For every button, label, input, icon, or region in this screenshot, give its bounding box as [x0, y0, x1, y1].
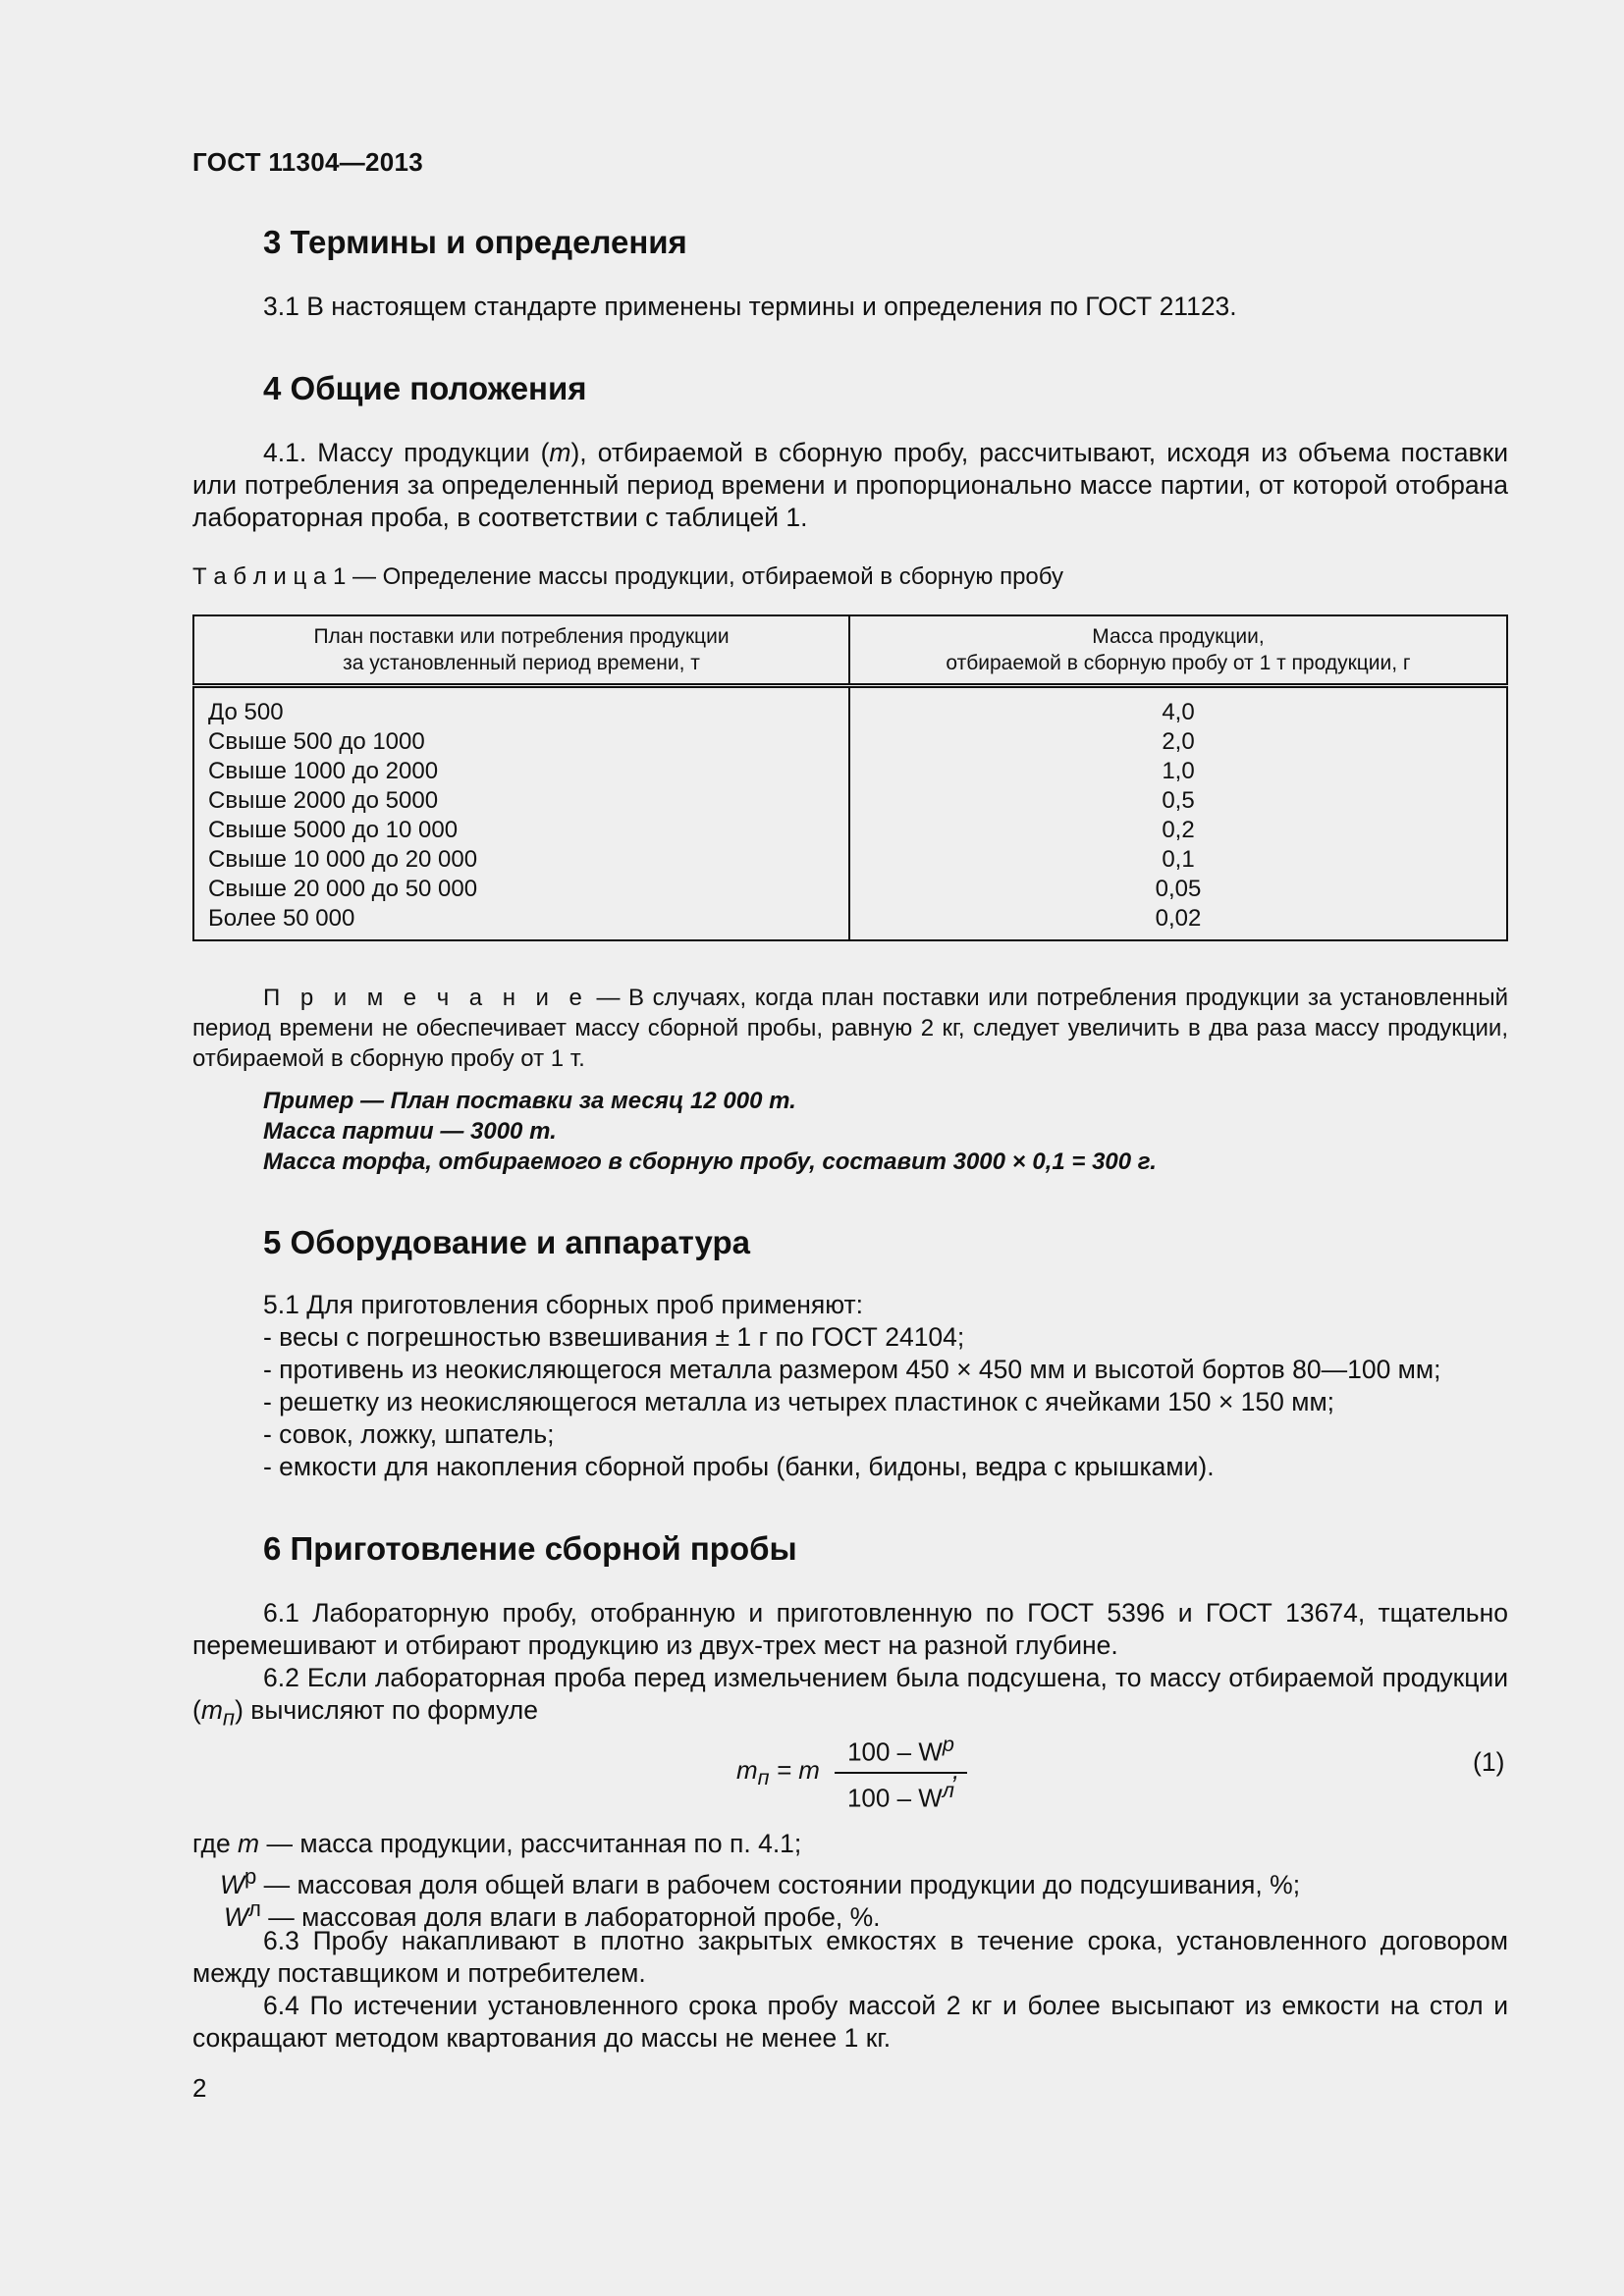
paragraph-3-1: 3.1 В настоящем стандарте применены термины и определения по ГОСТ 21123.	[263, 292, 1237, 321]
list-item: - противень из неокисляющегося металла размером 450 × 450 мм и высотой бортов 80—100 мм;	[263, 1355, 1441, 1384]
cell-plan: Свыше 2000 до 5000	[193, 786, 849, 816]
example-line-3: Масса торфа, отбираемого в сборную пробу, составит 3000 × 0,1 = 300 г.	[263, 1148, 1157, 1175]
paragraph-6-1: 6.1 Лабораторную пробу, отобранную и приготовленную по ГОСТ 5396 и ГОСТ 13674, тщательно перемешивают и отбирают продукцию из двух-трех мест на разной глубине.	[192, 1598, 1508, 1660]
table-note: П р и м е ч а н и е — В случаях, когда план поставки или потребления продукции за установленный период времени не обеспечивает массу сборной пробы, равную 2 кг, следует увеличить в два раза массу продукции, отбираемой в сборную пробу от 1 т.	[192, 985, 1508, 1072]
cell-mass: 0,02	[849, 904, 1507, 940]
table-row	[193, 727, 1507, 757]
list-item: - совок, ложку, шпатель;	[263, 1419, 555, 1449]
document-page: ГОСТ 11304—2013 3 Термины и определения 3.1 В настоящем стандарте применены термины и определения по ГОСТ 21123. 4 Общие положения 4.1. Массу продукции (m), отбираемой в сборную пробу, рассчитывают, исходя из объема поставки или потребления за определенный период времени и пропорционально массе партии, от которой отобрана лабораторная проба, в соответствии с таблицей 1. Т а б л и ц а 1 — Определение массы продукции, отбираемой в сборную пробу План поставки или потребления продукции за установленный период времени, т Масса продукции, отбираемой в сборную пробу от 1 т продукции, г До 500 4,0 Свыше 500 до 1000 2,0 Свыше 1000 до 2000 1,0 Свыше 2000 до 5000 0,5 Свыше 5000 до 10 000 0,2 Свыше 10 000 до 20 000 0,1 Свыше 20 000 до 50 000 0,05 Более 50 000 0,02 П р и м е ч а н и е — В случаях, когда план поставки или потребления продукции за установленный период времени не обеспечивает массу сборной пробы, равную 2 кг, следует увеличить в два раза массу продукции, отбираемой в сборную пробу от 1 т. Пример — План поставки за месяц 12 000 т. Масса партии — 3000 т. Масса торфа, отбираемого в сборную пробу, составит 3000 × 0,1 = 300 г. 5 Оборудование и аппаратура 5.1 Для приготовления сборных проб применяют: - весы с погрешностью взвешивания ± 1 г по ГОСТ 24104; - противень из неокисляющегося металла размером 450 × 450 мм и высотой бортов 80—100 мм; - решетку из неокисляющегося металла из четырех пластинок с ячейками 150 × 150 мм; - совок, ложку, шпатель; - емкости для накопления сборной пробы (банки, бидоны, ведра с крышками). 6 Приготовление сборной пробы 6.1 Лабораторную пробу, отобранную и приготовленную по ГОСТ 5396 и ГОСТ 13674, тщательно перемешивают и отбирают продукцию из двух-трех мест на разной глубине. 6.2 Если лабораторная проба перед измельчением была подсушена, то массу отбираемой продукции $(m_п)$ вычисляют по формуле $m_п = m$ $100 - W^р$ $100 - W^л$ , (1) где m — масса продукции, рассчитанная по п. 4.1; $W^р$ — массовая доля общей влаги в рабочем состоянии продукции до подсушивания, %; $W^л$ — массовая доля влаги в лабораторной пробе, %. 6.3 Пробу накапливают в плотно закрытых емкостях в течение срока, установленного договором между поставщиком и потребителем. 6.4 По истечении установленного срока пробу массой 2 кг и более высыпают из емкости на стол и сокращают методом квартования до массы не менее 1 кг. 2	[192, 147, 1508, 2103]
cell-plan: Свыше 1000 до 2000	[193, 757, 849, 786]
paragraph-6-3: 6.3 Пробу накапливают в плотно закрытых емкостях в течение срока, установленного договором между поставщиком и потребителем.	[192, 1926, 1508, 1988]
table-header-mass: Масса продукции, отбираемой в сборную пробу от 1 т продукции, г	[849, 615, 1507, 686]
cell-plan: Свыше 10 000 до 20 000	[193, 845, 849, 875]
table-1	[192, 614, 1508, 941]
cell-mass: 0,1	[849, 845, 1507, 875]
where-m: где m — масса продукции, рассчитанная по п. 4.1;	[192, 1829, 802, 1858]
table-row	[193, 875, 1507, 904]
where-wl: $W^л$ — массовая доля влаги в лабораторной пробе, %.	[224, 1896, 881, 1932]
cell-plan: Более 50 000	[193, 904, 849, 940]
cell-mass: 2,0	[849, 727, 1507, 757]
list-item: - емкости для накопления сборной пробы (банки, бидоны, ведра с крышками).	[263, 1452, 1215, 1481]
page-number: 2	[192, 2073, 207, 2103]
table-caption: Т а б л и ц а 1 — Определение массы продукции, отбираемой в сборную пробу	[192, 563, 1063, 590]
cell-mass: 1,0	[849, 757, 1507, 786]
table-row	[193, 757, 1507, 786]
list-item: - весы с погрешностью взвешивания ± 1 г по ГОСТ 24104;	[263, 1322, 965, 1352]
table-row	[193, 845, 1507, 875]
list-intro: 5.1 Для приготовления сборных проб применяют:	[263, 1290, 864, 1319]
table-row	[193, 816, 1507, 845]
example-line-2: Масса партии — 3000 т.	[263, 1118, 557, 1145]
where-wp: $W^р$ — массовая доля общей влаги в рабочем состоянии продукции до подсушивания, %;	[220, 1864, 1301, 1899]
cell-plan: Свыше 500 до 1000	[193, 727, 849, 757]
cell-plan: Свыше 20 000 до 50 000	[193, 875, 849, 904]
document-header: ГОСТ 11304—2013	[192, 147, 424, 177]
equipment-list	[263, 1289, 1440, 1483]
section-5-title: 5 Оборудование и аппаратура	[263, 1224, 750, 1260]
section-6-title: 6 Приготовление сборной пробы	[263, 1530, 797, 1567]
table-header-plan: План поставки или потребления продукции за установленный период времени, т	[193, 615, 849, 686]
table-row	[193, 686, 1507, 728]
section-4-title: 4 Общие положения	[263, 370, 587, 406]
formula-number: (1)	[1473, 1747, 1505, 1777]
table-row	[193, 904, 1507, 940]
cell-plan: Свыше 5000 до 10 000	[193, 816, 849, 845]
paragraph-6-4: 6.4 По истечении установленного срока пробу массой 2 кг и более высыпают из емкости на стол и сокращают методом квартования до массы не менее 1 кг.	[192, 1991, 1508, 2053]
cell-mass: 0,05	[849, 875, 1507, 904]
cell-mass: 0,5	[849, 786, 1507, 816]
section-3-title: 3 Термины и определения	[263, 224, 687, 260]
cell-plan: До 500	[193, 686, 849, 728]
paragraph-6-2: 6.2 Если лабораторная проба перед измельчением была подсушена, то массу отбираемой продукции $(m_п)$ вычисляют по формуле	[192, 1663, 1508, 1731]
cell-mass: 0,2	[849, 816, 1507, 845]
paragraph-4-1: 4.1. Массу продукции (m), отбираемой в сборную пробу, рассчитывают, исходя из объема поставки или потребления за определенный период времени и пропорционально массе партии, от которой отобрана лабораторная проба, в соответствии с таблицей 1.	[192, 438, 1508, 532]
cell-mass: 4,0	[849, 686, 1507, 728]
example-line-1: Пример — План поставки за месяц 12 000 т.	[263, 1088, 796, 1114]
table-row	[193, 786, 1507, 816]
list-item: - решетку из неокисляющегося металла из четырех пластинок с ячейками 150 × 150 мм;	[263, 1387, 1335, 1416]
